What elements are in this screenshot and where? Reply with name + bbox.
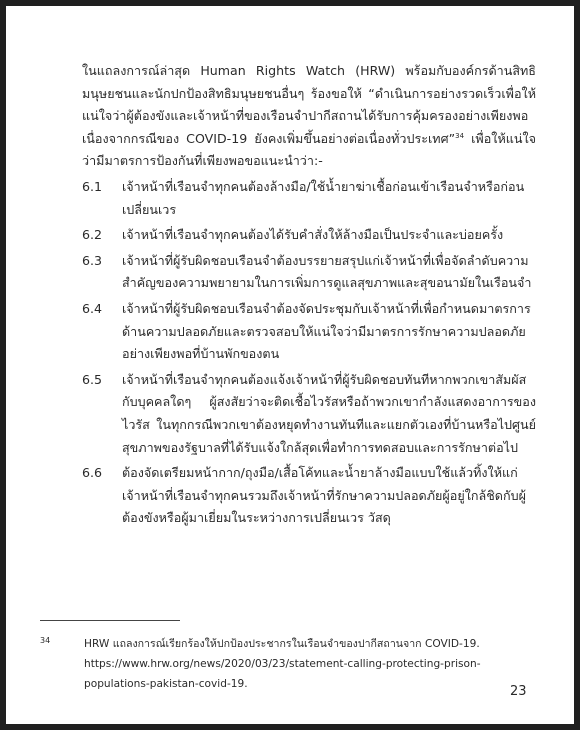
list-item-6-5: [82, 369, 536, 459]
item-text: เจ้าหน้าที่เรือนจำทุกคนต้องล้างมือ/ใช้น้ำยาฆ่าเชื้อก่อนเข้าเรือนจำหรือก่อนเปลี่ยนเวร: [122, 178, 525, 217]
item-number: 6.1: [82, 178, 103, 194]
item-text: เจ้าหน้าที่ผู้รับผิดชอบเรือนจำต้องจัดประชุมกับเจ้าหน้าที่เพื่อกำหนดมาตรการด้านความปลอดภัยและตรวจสอบให้แน่ใจว่ามีมาตรการรักษาความปลอดภัยอย่างเพียงพอที่บ้านพักของตน: [122, 300, 531, 362]
page-number: 23: [510, 684, 527, 699]
list-item-6-2: [82, 224, 536, 247]
footnote-text: HRW แถลงการณ์เรียกร้องให้ปกป้องประชากรในเรือนจำของปากีสถานจาก COVID-19. https://www.hrw.org/news/2020/03/23/statement-calling-protecting-prison-populations-pakistan-covid-19.: [84, 638, 481, 690]
intro-text: ในแถลงการณ์ล่าสุด Human Rights Watch (HRW) พร้อมกับองค์กรด้านสิทธิมนุษยชนและนักปกป้องสิทธิมนุษยชนอื่นๆ ร้องขอให้ “ดำเนินการอย่างรวดเร็วเพื่อให้แน่ใจว่าผู้ต้องขังและเจ้าหน้าที่ของเรือนจำปากีสถานได้รับการคุ้มครองอย่างเพียงพอเนื่องจากกรณีของ COVID-19 ยังคงเพิ่มขึ้นอย่างต่อเนื่องทั่วประเทศ”: [82, 63, 536, 146]
list-item-6-4: [82, 298, 536, 366]
item-number: 6.6: [82, 465, 103, 481]
item-number: 6.4: [82, 300, 103, 316]
item-number: 6.3: [82, 252, 103, 268]
intro-paragraph: [82, 60, 536, 173]
list-item-6-6: [82, 462, 536, 530]
footnote-reference: 34: [455, 131, 465, 140]
footnote-mark: 34: [40, 636, 51, 645]
item-number: 6.2: [82, 227, 103, 243]
item-number: 6.5: [82, 371, 103, 387]
footnote: [40, 634, 540, 694]
item-text: ต้องจัดเตรียมหน้ากาก/ถุงมือ/เสื้อโค้ทและน้ำยาล้างมือแบบใช้แล้วทิ้งให้แก่เจ้าหน้าที่เรือนจำทุกคนรวมถึงเจ้าหน้าที่รักษาความปลอดภัยผู้อยู่ใกล้ชิดกับผู้ต้องขังหรือผู้มาเยี่ยมในระหว่างการเปลี่ยนเวร วัสดุ: [122, 465, 526, 526]
item-text: เจ้าหน้าที่เรือนจำทุกคนต้องได้รับคำสั่งให้ล้างมือเป็นประจำและบ่อยครั้ง: [122, 227, 504, 243]
body-text: [82, 60, 536, 533]
footnote-divider: [40, 620, 180, 621]
intro-tail: เพื่อให้แน่ใจว่ามีมาตรการป้องกันที่เพียงพอขอแนะนำว่า:-: [82, 130, 536, 169]
item-text: เจ้าหน้าที่เรือนจำทุกคนต้องแจ้งเจ้าหน้าที่ผู้รับผิดชอบทันทีหากพวกเขาสัมผัสกับบุคคลใดๆ ผู้สงสัยว่าจะติดเชื้อไวรัสหรือถ้าพวกเขากำลังแสดงอาการของไวรัส ในทุกกรณีพวกเขาต้องหยุดทำงานทันทีและแยกตัวเองที่บ้านหรือไปศูนย์สุขภาพของรัฐบาลที่ได้รับแจ้งใกล้สุดเพื่อทำการทดสอบและการรักษาต่อไป: [122, 371, 536, 455]
list-item-6-1: [82, 176, 536, 221]
item-text: เจ้าหน้าที่ผู้รับผิดชอบเรือนจำต้องบรรยายสรุปแก่เจ้าหน้าที่เพื่อจัดลำดับความสำคัญของความพยายามในการเพิ่มการดูแลสุขภาพและสุขอนามัยในเรือนจำ: [122, 252, 532, 291]
list-item-6-3: [82, 250, 536, 295]
document-page: [6, 6, 574, 724]
